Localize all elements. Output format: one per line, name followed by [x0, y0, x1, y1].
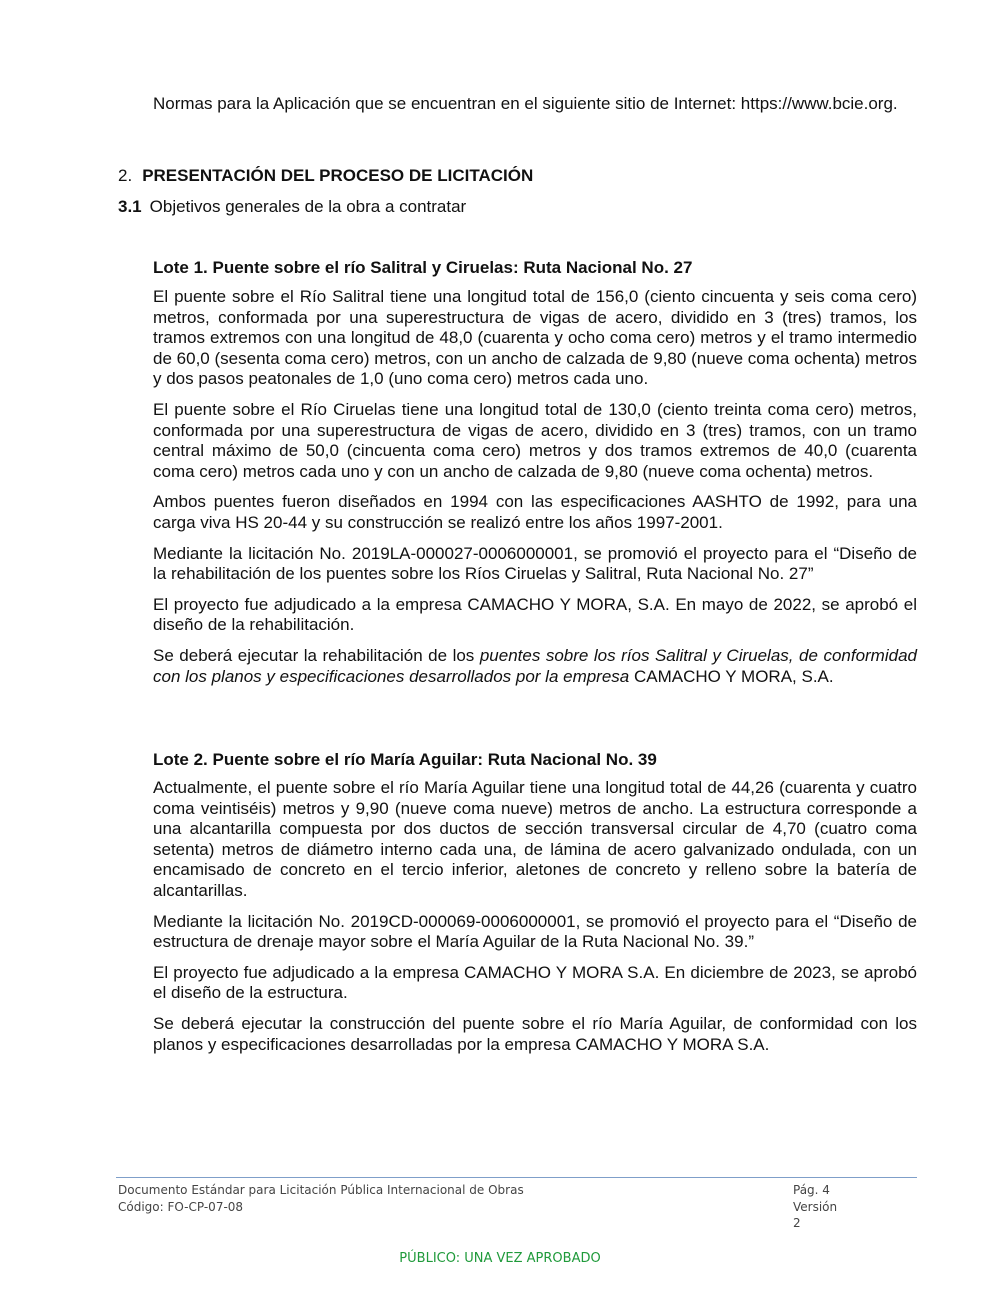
- lot-1-body: [153, 287, 917, 697]
- lot-1-paragraph-6-tail: CAMACHO Y MORA, S.A.: [629, 666, 834, 686]
- footer-version: Versión 2: [793, 1200, 838, 1230]
- lot-1-title: Lote 1. Puente sobre el río Salitral y Ciruelas: Ruta Nacional No. 27: [153, 258, 693, 277]
- lot-1-paragraph-6: [153, 646, 917, 687]
- section-title: PRESENTACIÓN DEL PROCESO DE LICITACIÓN: [142, 166, 534, 185]
- lot-1-paragraph-3: Ambos puentes fueron diseñados en 1994 con las especificaciones AASHTO de 1992, para una carga viva HS 20-44 y su construcción se realizó entre los años 1997-2001.: [153, 492, 917, 532]
- subsection-number: 3.1: [118, 197, 142, 216]
- footer-document-title: Documento Estándar para Licitación Pública Internacional de Obras: [118, 1183, 524, 1197]
- section-number: 2.: [118, 166, 133, 185]
- lot-2-title: Lote 2. Puente sobre el río María Aguilar: Ruta Nacional No. 39: [153, 750, 657, 769]
- lot-2-paragraph-1: Actualmente, el puente sobre el río María Aguilar tiene una longitud total de 44,26 (cuarenta y cuatro coma veintiséis) metros y 9,90 (nueve coma nueve) metros de ancho. La estructura corresponde a una alcantarilla compuesta por dos ductos de sección transversal circular de 4,70 (cuatro coma setenta) metros de diámetro interno cada una, de lámina de acero galvanizado ondulada, con un encamisado de concreto en el tercio inferior, aletones de concreto y relleno sobre la batería de alcantarillas.: [153, 778, 917, 900]
- lot-1-paragraph-4: Mediante la licitación No. 2019LA-000027-0006000001, se promovió el proyecto para el “Diseño de la rehabilitación de los puentes sobre los Ríos Ciruelas y Salitral, Ruta Nacional No. 27”: [153, 543, 917, 584]
- footer-document-code: Código: FO-CP-07-08: [118, 1200, 244, 1214]
- lot-1-paragraph-6-italic: puentes sobre los ríos Salitral y Ciruelas, de conformidad con los planos y especificaciones desarrollados por la empresa: [153, 645, 917, 686]
- lot-2-paragraph-4: Se deberá ejecutar la construcción del puente sobre el río María Aguilar, de conformidad con los planos y especificaciones desarrolladas por la empresa CAMACHO Y MORA S.A.: [153, 1013, 917, 1054]
- section-heading: [118, 165, 533, 186]
- lot-2-paragraph-2: Mediante la licitación No. 2019CD-000069-0006000001, se promovió el proyecto para el “Diseño de estructura de drenaje mayor sobre el María Aguilar de la Ruta Nacional No. 39.”: [153, 911, 917, 952]
- footer-page-number: Pág. 4: [793, 1183, 830, 1197]
- lot-1-paragraph-6-lead: Se deberá ejecutar la rehabilitación de los: [153, 645, 480, 665]
- subsection-heading: [118, 196, 466, 217]
- lot-1-paragraph-2: El puente sobre el Río Ciruelas tiene una longitud total de 130,0 (ciento treinta coma cero) metros, conformada por una superestructura de vigas de acero, dividido en 3 (tres) tramos, con un tramo central máximo de 50,0 (cincuenta coma cero) metros y dos tramos extremos de 40,0 (cuarenta coma cero) metros cada uno y con un ancho de calzada de 9,80 (nueve coma ochenta) metros.: [153, 399, 917, 481]
- lot-1-paragraph-5: El proyecto fue adjudicado a la empresa CAMACHO Y MORA, S.A. En mayo de 2022, se aprobó el diseño de la rehabilitación.: [153, 594, 917, 635]
- lot-2-body: [153, 778, 917, 1065]
- subsection-title: Objetivos generales de la obra a contratar: [149, 197, 467, 216]
- classification-label: PÚBLICO: UNA VEZ APROBADO: [399, 1251, 601, 1266]
- intro-paragraph: Normas para la Aplicación que se encuentran en el siguiente sitio de Internet: https://www.bcie.org.: [153, 94, 898, 113]
- lot-1-paragraph-1: El puente sobre el Río Salitral tiene una longitud total de 156,0 (ciento cincuenta y seis coma cero) metros, conformada por una superestructura de vigas de acero, dividido en 3 (tres) tramos, los tramos extremos con una longitud de 48,0 (cuarenta y ocho coma cero) metros y el tramo intermedio de 60,0 (sesenta coma cero) metros, con un ancho de calzada de 9,80 (nueve coma ochenta) metros y dos pasos peatonales de 1,0 (uno coma cero) metros cada uno.: [153, 287, 917, 389]
- footer-divider: [116, 1177, 917, 1178]
- lot-2-paragraph-3: El proyecto fue adjudicado a la empresa CAMACHO Y MORA S.A. En diciembre de 2023, se aprobó el diseño de la estructura.: [153, 962, 917, 1003]
